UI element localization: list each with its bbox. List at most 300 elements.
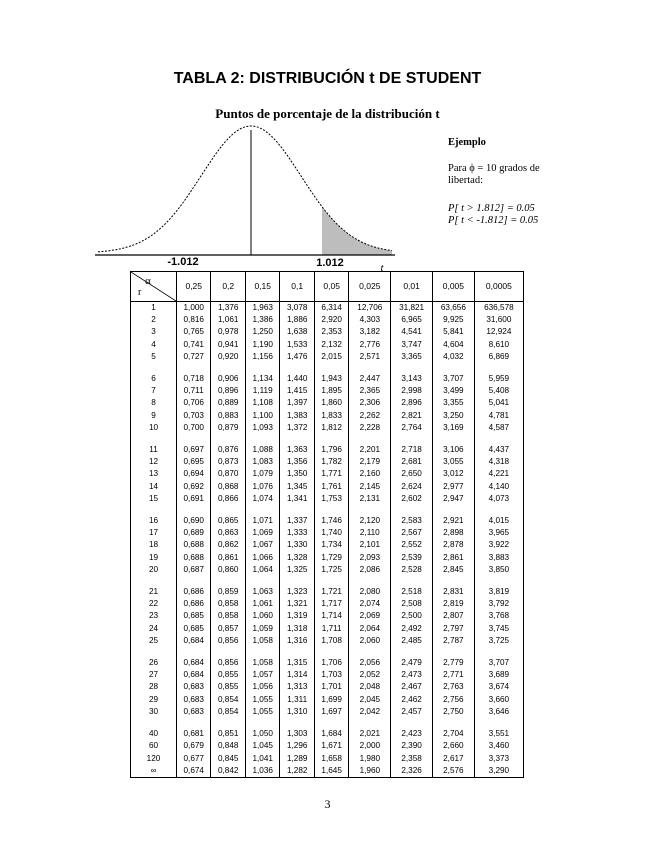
critical-value-cell: 1,717: [314, 598, 348, 610]
critical-value-cell: 31,600: [474, 314, 523, 326]
group-spacer: [131, 363, 524, 373]
degrees-of-freedom-cell: 60: [131, 740, 177, 752]
table-row: [131, 385, 524, 397]
group-spacer: [131, 434, 524, 444]
critical-value-cell: 1,658: [314, 753, 348, 765]
critical-value-cell: 4,221: [474, 468, 523, 480]
degrees-of-freedom-cell: 18: [131, 539, 177, 551]
table-row: [131, 527, 524, 539]
critical-value-cell: 0,978: [211, 326, 245, 338]
column-header-7: 0,005: [432, 272, 474, 302]
critical-value-cell: 0,845: [211, 753, 245, 765]
critical-value-cell: 0,685: [177, 623, 211, 635]
critical-value-cell: 9,925: [432, 314, 474, 326]
alpha-symbol: α: [145, 275, 151, 287]
critical-value-cell: 1,345: [280, 481, 314, 493]
critical-value-cell: 2,718: [391, 444, 433, 456]
critical-value-cell: 2,660: [432, 740, 474, 752]
critical-value-cell: 2,602: [391, 493, 433, 505]
critical-value-cell: 0,860: [211, 564, 245, 576]
critical-value-cell: 0,688: [177, 539, 211, 551]
critical-value-cell: 0,889: [211, 397, 245, 409]
critical-value-cell: 0,873: [211, 456, 245, 468]
degrees-of-freedom-cell: 24: [131, 623, 177, 635]
critical-value-cell: 1,064: [245, 564, 279, 576]
critical-value-cell: 0,684: [177, 635, 211, 647]
critical-value-cell: 1,701: [314, 681, 348, 693]
table-row: [131, 481, 524, 493]
critical-value-cell: 2,064: [349, 623, 391, 635]
critical-value-cell: 2,145: [349, 481, 391, 493]
column-header-1: 0,2: [211, 272, 245, 302]
critical-value-cell: 1,250: [245, 326, 279, 338]
table-row: [131, 339, 524, 351]
table-row: [131, 706, 524, 718]
critical-value-cell: 1,156: [245, 351, 279, 363]
critical-value-cell: 0,854: [211, 706, 245, 718]
column-header-5: 0,025: [349, 272, 391, 302]
critical-value-cell: 1,093: [245, 422, 279, 434]
critical-value-cell: 0,686: [177, 586, 211, 598]
column-header-2: 0,15: [245, 272, 279, 302]
critical-value-cell: 1,061: [211, 314, 245, 326]
example-formula-lower: P[ t < -1.812] = 0.05: [448, 215, 539, 226]
critical-value-cell: 2,821: [391, 410, 433, 422]
critical-value-cell: 2,326: [391, 765, 433, 778]
critical-value-cell: 1,134: [245, 373, 279, 385]
critical-value-cell: 0,694: [177, 468, 211, 480]
critical-value-cell: 1,055: [245, 706, 279, 718]
critical-value-cell: 0,689: [177, 527, 211, 539]
critical-value-cell: 2,045: [349, 694, 391, 706]
table-row: [131, 657, 524, 669]
critical-value-cell: 2,000: [349, 740, 391, 752]
critical-value-cell: 1,119: [245, 385, 279, 397]
critical-value-cell: 2,179: [349, 456, 391, 468]
critical-value-cell: 0,690: [177, 515, 211, 527]
degrees-of-freedom-cell: 27: [131, 669, 177, 681]
page-number: 3: [324, 797, 331, 811]
table-row: [131, 694, 524, 706]
critical-value-cell: 636,578: [474, 302, 523, 315]
critical-value-cell: 2,447: [349, 373, 391, 385]
critical-value-cell: 2,485: [391, 635, 433, 647]
critical-value-cell: 4,437: [474, 444, 523, 456]
critical-value-cell: 0,906: [211, 373, 245, 385]
critical-value-cell: 2,998: [391, 385, 433, 397]
critical-value-cell: 1,386: [245, 314, 279, 326]
critical-value-cell: 0,856: [211, 657, 245, 669]
critical-value-cell: 1,714: [314, 610, 348, 622]
critical-value-cell: 0,684: [177, 669, 211, 681]
critical-value-cell: 5,408: [474, 385, 523, 397]
critical-value-cell: 2,977: [432, 481, 474, 493]
table-row: [131, 623, 524, 635]
degrees-of-freedom-cell: 16: [131, 515, 177, 527]
table-row: [131, 515, 524, 527]
critical-value-cell: 0,879: [211, 422, 245, 434]
critical-value-cell: 0,876: [211, 444, 245, 456]
critical-value-cell: 4,015: [474, 515, 523, 527]
critical-value-cell: 0,857: [211, 623, 245, 635]
critical-value-cell: 63,656: [432, 302, 474, 315]
critical-value-cell: 0,868: [211, 481, 245, 493]
critical-value-cell: 2,492: [391, 623, 433, 635]
critical-value-cell: 1,980: [349, 753, 391, 765]
critical-value-cell: 3,365: [391, 351, 433, 363]
critical-value-cell: 0,679: [177, 740, 211, 752]
degrees-of-freedom-cell: 12: [131, 456, 177, 468]
critical-value-cell: 5,959: [474, 373, 523, 385]
critical-value-cell: 1,697: [314, 706, 348, 718]
critical-value-cell: 0,718: [177, 373, 211, 385]
critical-value-cell: 2,797: [432, 623, 474, 635]
critical-value-cell: 3,499: [432, 385, 474, 397]
axis-label-t: t: [380, 262, 384, 274]
critical-value-cell: 2,861: [432, 552, 474, 564]
column-header-6: 0,01: [391, 272, 433, 302]
critical-value-cell: 2,015: [314, 351, 348, 363]
degrees-of-freedom-cell: 25: [131, 635, 177, 647]
critical-value-cell: 1,303: [280, 728, 314, 740]
figure-subtitle: Puntos de porcentaje de la distribución t: [215, 106, 440, 121]
critical-value-cell: 0,854: [211, 694, 245, 706]
critical-value-cell: 2,160: [349, 468, 391, 480]
critical-value-cell: 1,074: [245, 493, 279, 505]
degrees-of-freedom-cell: 28: [131, 681, 177, 693]
critical-value-cell: 1,638: [280, 326, 314, 338]
critical-value-cell: 0,870: [211, 468, 245, 480]
critical-value-cell: 2,624: [391, 481, 433, 493]
critical-value-cell: 1,314: [280, 669, 314, 681]
critical-value-cell: 1,055: [245, 694, 279, 706]
critical-value-cell: 1,071: [245, 515, 279, 527]
critical-value-cell: 2,539: [391, 552, 433, 564]
critical-value-cell: 3,646: [474, 706, 523, 718]
shaded-tail-region: [322, 207, 392, 255]
critical-value-cell: 3,290: [474, 765, 523, 778]
table-row: [131, 302, 524, 315]
critical-value-cell: 2,021: [349, 728, 391, 740]
critical-value-cell: 6,965: [391, 314, 433, 326]
degrees-of-freedom-cell: 26: [131, 657, 177, 669]
example-heading: Ejemplo: [448, 137, 486, 148]
table-row: [131, 765, 524, 778]
critical-value-cell: 3,747: [391, 339, 433, 351]
table-row: [131, 598, 524, 610]
degrees-of-freedom-cell: 11: [131, 444, 177, 456]
critical-value-cell: 1,058: [245, 635, 279, 647]
critical-value-cell: 1,711: [314, 623, 348, 635]
critical-value-cell: 1,076: [245, 481, 279, 493]
critical-value-cell: 0,711: [177, 385, 211, 397]
critical-value-cell: 1,383: [280, 410, 314, 422]
critical-value-cell: 12,706: [349, 302, 391, 315]
critical-value-cell: 2,048: [349, 681, 391, 693]
critical-value-cell: 2,878: [432, 539, 474, 551]
critical-value-cell: 1,684: [314, 728, 348, 740]
table-row: [131, 753, 524, 765]
critical-value-cell: 0,858: [211, 610, 245, 622]
critical-value-cell: 2,479: [391, 657, 433, 669]
degrees-of-freedom-cell: 10: [131, 422, 177, 434]
critical-value-cell: 0,842: [211, 765, 245, 778]
critical-value-cell: 1,289: [280, 753, 314, 765]
critical-value-cell: 2,093: [349, 552, 391, 564]
table-row: [131, 351, 524, 363]
degrees-of-freedom-cell: 30: [131, 706, 177, 718]
critical-value-cell: 4,303: [349, 314, 391, 326]
critical-value-cell: 4,541: [391, 326, 433, 338]
critical-value-cell: 2,750: [432, 706, 474, 718]
critical-value-cell: 2,390: [391, 740, 433, 752]
column-header-0: 0,25: [177, 272, 211, 302]
critical-value-cell: 3,819: [474, 586, 523, 598]
critical-value-cell: 1,067: [245, 539, 279, 551]
critical-value-cell: 1,323: [280, 586, 314, 598]
critical-value-cell: 2,423: [391, 728, 433, 740]
critical-value-cell: 0,848: [211, 740, 245, 752]
critical-value-cell: 2,508: [391, 598, 433, 610]
critical-value-cell: 3,965: [474, 527, 523, 539]
group-spacer: [131, 647, 524, 657]
critical-value-cell: 3,883: [474, 552, 523, 564]
critical-value-cell: 3,689: [474, 669, 523, 681]
critical-value-cell: 0,856: [211, 635, 245, 647]
critical-value-cell: 1,886: [280, 314, 314, 326]
degrees-of-freedom-cell: 15: [131, 493, 177, 505]
critical-value-cell: 0,683: [177, 681, 211, 693]
critical-value-cell: 1,057: [245, 669, 279, 681]
critical-value-cell: 4,140: [474, 481, 523, 493]
critical-value-cell: 0,741: [177, 339, 211, 351]
critical-value-cell: 2,617: [432, 753, 474, 765]
degrees-of-freedom-cell: 5: [131, 351, 177, 363]
degrees-of-freedom-cell: 1: [131, 302, 177, 315]
critical-value-cell: 2,756: [432, 694, 474, 706]
critical-value-cell: 1,708: [314, 635, 348, 647]
table-row: [131, 610, 524, 622]
critical-value-cell: 1,083: [245, 456, 279, 468]
critical-value-cell: 1,333: [280, 527, 314, 539]
degrees-of-freedom-cell: 8: [131, 397, 177, 409]
critical-value-cell: 1,533: [280, 339, 314, 351]
critical-value-cell: 1,063: [245, 586, 279, 598]
critical-value-cell: 2,947: [432, 493, 474, 505]
critical-value-cell: 2,681: [391, 456, 433, 468]
critical-value-cell: 3,169: [432, 422, 474, 434]
critical-value-cell: 0,859: [211, 586, 245, 598]
table-row: [131, 397, 524, 409]
critical-value-cell: 0,692: [177, 481, 211, 493]
critical-value-cell: 2,571: [349, 351, 391, 363]
critical-value-cell: 4,073: [474, 493, 523, 505]
critical-value-cell: 1,895: [314, 385, 348, 397]
critical-value-cell: 1,108: [245, 397, 279, 409]
critical-value-cell: 2,086: [349, 564, 391, 576]
critical-value-cell: 1,000: [177, 302, 211, 315]
degrees-of-freedom-cell: 3: [131, 326, 177, 338]
critical-value-cell: 0,865: [211, 515, 245, 527]
critical-value-cell: 3,055: [432, 456, 474, 468]
critical-value-cell: 0,686: [177, 598, 211, 610]
degrees-of-freedom-cell: 17: [131, 527, 177, 539]
critical-value-cell: 0,685: [177, 610, 211, 622]
degrees-of-freedom-cell: 40: [131, 728, 177, 740]
column-header-8: 0,0005: [474, 272, 523, 302]
critical-value-cell: 0,688: [177, 552, 211, 564]
critical-value-cell: 2,650: [391, 468, 433, 480]
critical-value-cell: 1,282: [280, 765, 314, 778]
critical-value-cell: 0,862: [211, 539, 245, 551]
critical-value-cell: 0,883: [211, 410, 245, 422]
table-row: [131, 456, 524, 468]
critical-value-cell: 0,866: [211, 493, 245, 505]
critical-value-cell: 1,833: [314, 410, 348, 422]
header-corner-cell: [131, 272, 177, 302]
critical-value-cell: 2,306: [349, 397, 391, 409]
critical-value-cell: 4,587: [474, 422, 523, 434]
critical-value-cell: 3,250: [432, 410, 474, 422]
critical-value-cell: 3,792: [474, 598, 523, 610]
critical-value-cell: 2,353: [314, 326, 348, 338]
degrees-of-freedom-cell: 23: [131, 610, 177, 622]
critical-value-cell: 6,314: [314, 302, 348, 315]
critical-value-cell: 2,052: [349, 669, 391, 681]
critical-value-cell: 2,074: [349, 598, 391, 610]
critical-value-cell: 1,325: [280, 564, 314, 576]
critical-value-cell: 0,863: [211, 527, 245, 539]
table-row: [131, 586, 524, 598]
critical-value-cell: 1,056: [245, 681, 279, 693]
critical-value-cell: 1,943: [314, 373, 348, 385]
critical-value-cell: 1,041: [245, 753, 279, 765]
critical-value-cell: 3,674: [474, 681, 523, 693]
critical-value-cell: 0,941: [211, 339, 245, 351]
critical-value-cell: 0,681: [177, 728, 211, 740]
critical-value-cell: 3,355: [432, 397, 474, 409]
critical-value-cell: 1,812: [314, 422, 348, 434]
critical-value-cell: 2,120: [349, 515, 391, 527]
degrees-of-freedom-cell: 19: [131, 552, 177, 564]
critical-value-cell: 1,069: [245, 527, 279, 539]
critical-value-cell: 1,860: [314, 397, 348, 409]
critical-value-cell: 1,706: [314, 657, 348, 669]
critical-value-cell: 1,397: [280, 397, 314, 409]
critical-value-cell: 1,311: [280, 694, 314, 706]
degrees-of-freedom-cell: 20: [131, 564, 177, 576]
critical-value-cell: 2,583: [391, 515, 433, 527]
critical-value-cell: 3,660: [474, 694, 523, 706]
critical-value-cell: 2,358: [391, 753, 433, 765]
critical-value-cell: 1,960: [349, 765, 391, 778]
critical-value-cell: 0,706: [177, 397, 211, 409]
group-spacer: [131, 576, 524, 586]
critical-value-cell: 3,373: [474, 753, 523, 765]
critical-value-cell: 2,776: [349, 339, 391, 351]
critical-value-cell: 5,841: [432, 326, 474, 338]
table-row: [131, 410, 524, 422]
critical-value-cell: 2,763: [432, 681, 474, 693]
table-row: [131, 669, 524, 681]
critical-value-cell: 1,319: [280, 610, 314, 622]
critical-value-cell: 1,079: [245, 468, 279, 480]
critical-value-cell: 2,807: [432, 610, 474, 622]
critical-value-cell: 2,201: [349, 444, 391, 456]
critical-value-cell: 2,528: [391, 564, 433, 576]
critical-value-cell: 3,460: [474, 740, 523, 752]
table-row: [131, 728, 524, 740]
critical-value-cell: 0,855: [211, 669, 245, 681]
critical-value-cell: 1,645: [314, 765, 348, 778]
critical-value-cell: 3,768: [474, 610, 523, 622]
critical-value-cell: 1,328: [280, 552, 314, 564]
critical-value-cell: 0,684: [177, 657, 211, 669]
critical-value-cell: 2,262: [349, 410, 391, 422]
critical-value-cell: 0,855: [211, 681, 245, 693]
group-spacer: [131, 505, 524, 515]
critical-value-cell: 0,703: [177, 410, 211, 422]
critical-value-cell: 1,415: [280, 385, 314, 397]
critical-value-cell: 3,012: [432, 468, 474, 480]
critical-value-cell: 3,707: [432, 373, 474, 385]
critical-value-cell: 1,363: [280, 444, 314, 456]
critical-value-cell: 2,101: [349, 539, 391, 551]
critical-value-cell: 3,850: [474, 564, 523, 576]
page-title: TABLA 2: DISTRIBUCIÓN t DE STUDENT: [173, 70, 482, 87]
critical-value-cell: 2,473: [391, 669, 433, 681]
degrees-of-freedom-cell: 13: [131, 468, 177, 480]
critical-value-cell: 0,700: [177, 422, 211, 434]
group-spacer: [131, 718, 524, 728]
t-table: [130, 271, 524, 778]
critical-value-cell: 0,683: [177, 706, 211, 718]
critical-value-cell: 1,337: [280, 515, 314, 527]
degrees-of-freedom-cell: 120: [131, 753, 177, 765]
critical-value-cell: 1,318: [280, 623, 314, 635]
column-header-3: 0,1: [280, 272, 314, 302]
table-row: [131, 539, 524, 551]
degrees-of-freedom-cell: 29: [131, 694, 177, 706]
table-row: [131, 422, 524, 434]
critical-value-cell: 2,896: [391, 397, 433, 409]
critical-value-cell: 1,341: [280, 493, 314, 505]
critical-value-cell: 2,576: [432, 765, 474, 778]
critical-value-cell: 1,190: [245, 339, 279, 351]
critical-value-cell: 0,683: [177, 694, 211, 706]
critical-value-cell: 1,782: [314, 456, 348, 468]
critical-value-cell: 12,924: [474, 326, 523, 338]
critical-value-cell: 1,372: [280, 422, 314, 434]
critical-value-cell: 2,552: [391, 539, 433, 551]
critical-value-cell: 3,745: [474, 623, 523, 635]
critical-value-cell: 2,898: [432, 527, 474, 539]
critical-value-cell: 2,500: [391, 610, 433, 622]
critical-value-cell: 2,921: [432, 515, 474, 527]
critical-value-cell: 3,078: [280, 302, 314, 315]
critical-value-cell: 1,310: [280, 706, 314, 718]
table-header-row: [131, 272, 524, 302]
degrees-of-freedom-cell: 6: [131, 373, 177, 385]
table-row: [131, 564, 524, 576]
critical-value-cell: 1,734: [314, 539, 348, 551]
critical-value-cell: 3,922: [474, 539, 523, 551]
table-row: [131, 373, 524, 385]
table-row: [131, 326, 524, 338]
critical-value-cell: 0,858: [211, 598, 245, 610]
critical-value-cell: 2,056: [349, 657, 391, 669]
critical-value-cell: 2,704: [432, 728, 474, 740]
